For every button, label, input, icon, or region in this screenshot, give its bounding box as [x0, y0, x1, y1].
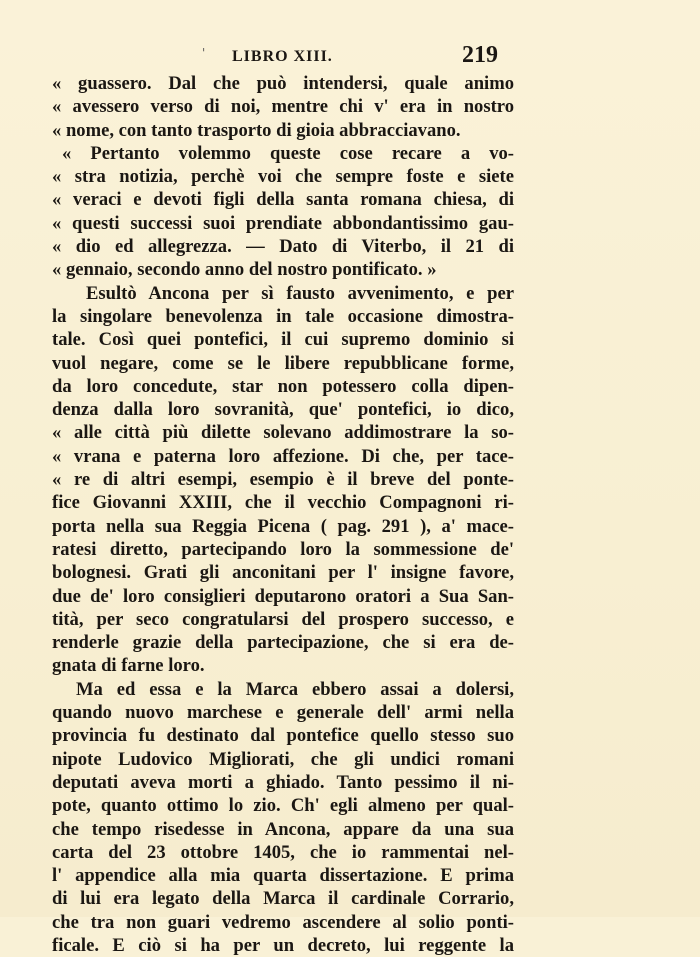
- text-line: bolognesi. Grati gli anconitani per l' insigne favore,: [52, 562, 514, 584]
- text-line: da loro concedute, star non potessero colla dipen-: [52, 375, 514, 397]
- text-line: « questi successi suoi prendiate abbondantissimo gau-: [52, 212, 514, 234]
- text-line: « alle città più dilette solevano addimostrare la so-: [52, 422, 514, 444]
- text-line: Ma ed essa e la Marca ebbero assai a dolersi,: [76, 678, 514, 700]
- text-line: che tra non guari vedremo ascendere al solio ponti-: [52, 911, 514, 933]
- text-line: porta nella sua Reggia Picena ( pag. 291 ), a' mace-: [52, 515, 514, 537]
- text-line: renderle grazie della partecipazione, che si era de-: [52, 632, 514, 654]
- text-line: provincia fu destinato dal pontefice quello stesso suo: [52, 725, 514, 747]
- text-line: fice Giovanni XXIII, che il vecchio Compagnoni ri-: [52, 492, 514, 514]
- text-line: di lui era legato della Marca il cardinale Corrario,: [52, 888, 514, 910]
- text-line: ficale. E ciò si ha per un decreto, lui reggente la: [52, 934, 514, 956]
- text-line: « re di altri esempi, esempio è il breve del ponte-: [52, 469, 514, 491]
- text-line: pote, quanto ottimo lo zio. Ch' egli almeno per qual-: [52, 795, 514, 817]
- text-line: carta del 23 ottobre 1405, che io rammentai nel-: [52, 841, 514, 863]
- text-line: due de' loro consiglieri deputarono oratori a Sua San-: [52, 585, 514, 607]
- text-line: « dio ed allegrezza. — Dato di Viterbo, il 21 di: [52, 236, 514, 258]
- text-line: ratesi diretto, partecipando loro la sommessione de': [52, 538, 514, 560]
- text-line: « avessero verso di noi, mentre chi v' era in nostro: [52, 96, 514, 118]
- text-line: nipote Ludovico Migliorati, che gli undici romani: [52, 748, 514, 770]
- text-line: che tempo risedesse in Ancona, appare da una sua: [52, 818, 514, 840]
- text-line: « guassero. Dal che può intendersi, quale animo: [52, 73, 514, 94]
- text-line: « vrana e paterna loro affezione. Di che, per tace-: [52, 445, 514, 467]
- text-line: denza dalla loro sovranità, que' pontefici, io dico,: [52, 399, 514, 421]
- text-line: la singolare benevolenza in tale occasione dimostra-: [52, 305, 514, 327]
- text-line: « nome, con tanto trasporto di gioia abbracciavano.: [52, 119, 461, 141]
- body-text: [52, 72, 514, 957]
- text-line: vuol negare, come se le libere repubblicane forme,: [52, 352, 514, 374]
- text-line: « stra notizia, perchè voi che sempre foste e siete: [52, 166, 514, 188]
- text-line: Esultò Ancona per sì fausto avvenimento, e per: [86, 282, 514, 304]
- text-line: « gennaio, secondo anno del nostro pontificato. »: [52, 259, 437, 281]
- text-line: deputati aveva morti a ghiado. Tanto pessimo il ni-: [52, 771, 514, 793]
- running-title: LIBRO XIII.: [232, 48, 333, 65]
- header-mark: ': [202, 46, 206, 60]
- text-line: « Pertanto volemmo queste cose recare a vo-: [62, 142, 514, 164]
- text-line: gnata di farne loro.: [52, 655, 205, 677]
- page-number: 219: [462, 42, 498, 68]
- text-line: tità, per seco congratularsi del prospero successo, e: [52, 608, 514, 630]
- text-line: quando nuovo marchese e generale dell' armi nella: [52, 702, 514, 724]
- text-line: l' appendice alla mia quarta dissertazione. E prima: [52, 865, 514, 887]
- text-line: « veraci e devoti figli della santa romana chiesa, di: [52, 189, 514, 211]
- text-line: tale. Così quei pontefici, il cui supremo dominio si: [52, 329, 514, 351]
- page-header: [0, 40, 700, 70]
